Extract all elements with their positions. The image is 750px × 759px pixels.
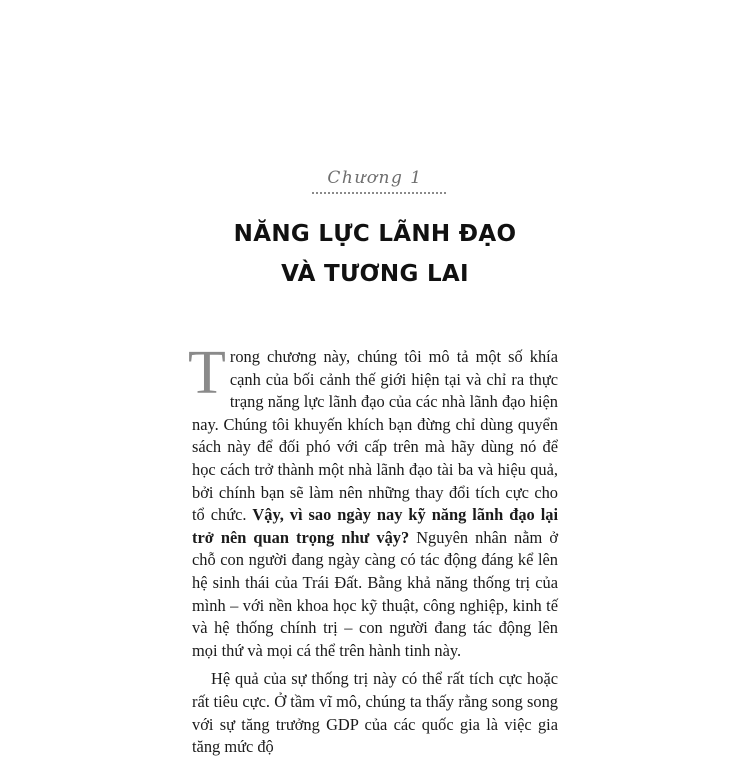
paragraph-1-bold-question: Vậy, vì sao ngày nay kỹ năng lãnh đạo lại trở nên quan trọng như vậy? [192, 505, 559, 547]
drop-cap: T [188, 339, 226, 407]
chapter-label: Chương 1 [327, 168, 423, 188]
paragraph-1-start: rong chương này, chúng tôi mô tả một số khía cạnh của bối cảnh thế giới hiện tại và chỉ ra thực trạng năng lực lãnh đạo của các nhà lãnh đạo hiện nay. Chúng tôi khuyến khích bạn đừng chỉ dùng quyển sách này để đối phó với cấp trên mà hãy dùng nó để học cách trở thành một nhà lãnh đạo tài ba và hiệu quả, bởi chính bạn sẽ làm nên những thay đổi tích cực cho tổ chức. [192, 347, 558, 525]
chapter-dotted-divider [312, 192, 446, 194]
chapter-title [0, 214, 750, 294]
paragraph-1 [188, 339, 559, 662]
chapter-title-line-1: NĂNG LỰC LÃNH ĐẠO [233, 221, 517, 247]
body-text [188, 339, 559, 759]
chapter-title-line-2: VÀ TƯƠNG LAI [281, 261, 469, 287]
paragraph-1-end: Nguyên nhân nằm ở chỗ con người đang ngày càng có tác động đáng kể lên hệ sinh thái của Trái Đất. Bằng khả năng thống trị của mình – với nền khoa học kỹ thuật, công nghiệp, kinh tế và hệ thống chính trị – con người đang tác động lên mọi thứ và mọi cá thể trên hành tinh này. [192, 527, 558, 660]
paragraph-2: Hệ quả của sự thống trị này có thể rất tích cực hoặc rất tiêu cực. Ở tầm vĩ mô, chúng ta thấy rằng song song với sự tăng trưởng GDP của các quốc gia là việc gia tăng mức độ [192, 669, 558, 757]
